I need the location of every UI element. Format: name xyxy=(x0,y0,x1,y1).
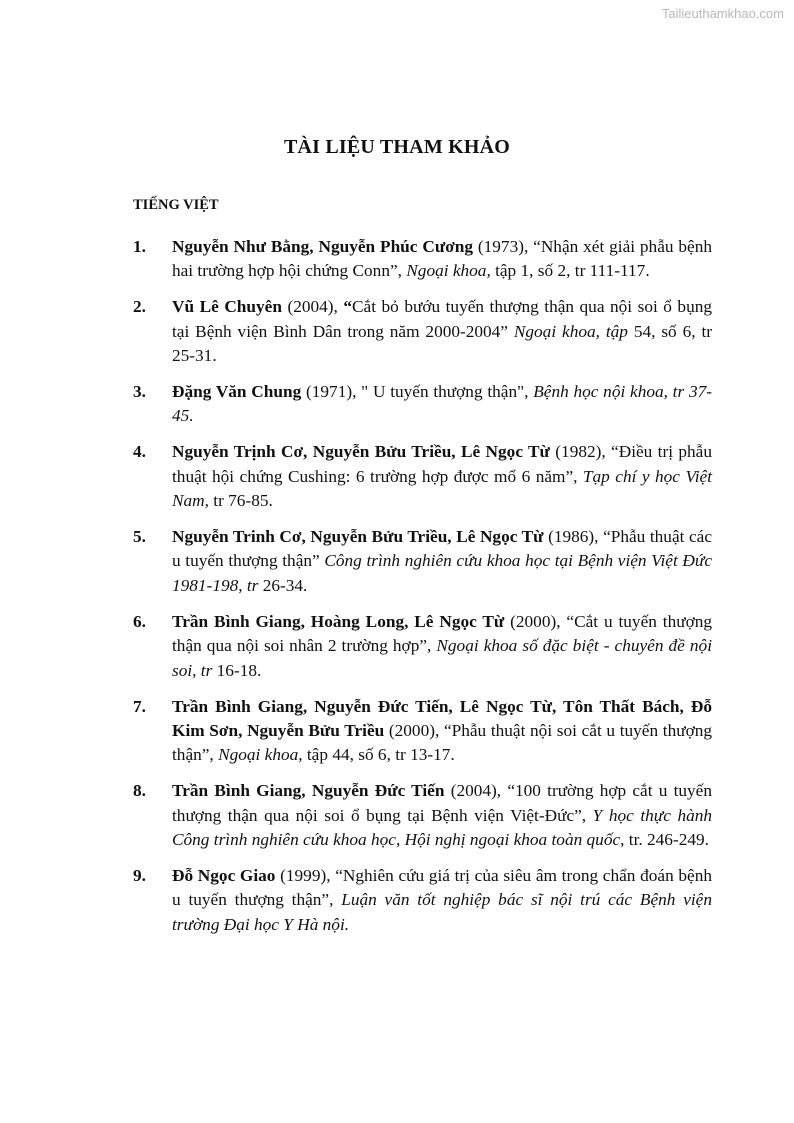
section-heading: TIẾNG VIỆT xyxy=(133,197,219,213)
reference-authors: Trần Bình Giang, Nguyễn Đức Tiến xyxy=(172,781,445,801)
reference-item xyxy=(133,695,712,768)
reference-detail: (2000), “Cắt u tuyến thượng thận qua nội soi nhân 2 trường hợp”, xyxy=(172,611,712,656)
reference-detail: (2004), xyxy=(281,297,344,317)
reference-authors: Nguyễn Trinh Cơ, Nguyễn Bửu Triều, Lê Ngọc Từ xyxy=(172,527,544,547)
reference-text xyxy=(172,440,712,513)
reference-detail: (1986), “Phẫu thuật các u tuyến thượng thận” xyxy=(172,527,712,571)
reference-authors: Vũ Lê Chuyên xyxy=(172,297,282,317)
reference-source: Luận văn tốt nghiệp bác sĩ nội trú các Bệnh viện trường Đại học Y Hà nội. xyxy=(172,890,712,934)
reference-text xyxy=(172,380,712,429)
reference-item xyxy=(133,525,712,598)
reference-authors: Trần Bình Giang, Hoàng Long, Lê Ngọc Từ xyxy=(172,611,505,631)
reference-item xyxy=(133,864,712,937)
reference-text xyxy=(172,695,712,768)
reference-detail: (1971), " U tuyến thượng thận", xyxy=(301,382,534,402)
reference-authors: Nguyễn Trịnh Cơ, Nguyễn Bửu Triều, Lê Ngọc Từ xyxy=(172,442,550,462)
reference-number: 1. xyxy=(133,237,146,256)
reference-detail: 16-18. xyxy=(212,660,262,680)
reference-text xyxy=(172,525,712,598)
reference-detail: tr. 246-249. xyxy=(624,830,709,850)
reference-text xyxy=(172,864,712,937)
reference-number: 8. xyxy=(133,781,146,801)
reference-source: Ngoại khoa, tập xyxy=(513,321,628,341)
reference-source: Ngoại khoa, xyxy=(218,745,303,765)
page-title: TÀI LIỆU THAM KHẢO xyxy=(283,136,511,158)
reference-source: Tạp chí y học Việt Nam, xyxy=(172,466,712,511)
reference-number: 2. xyxy=(133,297,146,317)
reference-text xyxy=(172,295,712,368)
reference-item xyxy=(133,610,712,683)
reference-item xyxy=(133,235,712,284)
reference-detail: Cắt bỏ bướu tuyến thượng thận qua nội soi ổ bụng tại Bệnh viện Bình Dân trong năm 2000-2004” xyxy=(172,297,712,341)
reference-text xyxy=(172,235,712,284)
reference-source: Bệnh học nội khoa, tr 37-45. xyxy=(172,382,713,426)
reference-detail: tập 1, số 2, tr 111-117. xyxy=(490,261,650,281)
reference-number: 7. xyxy=(133,696,146,716)
reference-detail: (2000), “Phẫu thuật nội soi cắt u tuyến thượng thận”, xyxy=(172,720,712,765)
reference-item xyxy=(133,779,712,852)
reference-item xyxy=(133,440,712,513)
reference-text xyxy=(172,610,712,683)
reference-detail: 26-34. xyxy=(258,575,308,595)
reference-detail: (1973), “Nhận xét giải phẫu bệnh hai trường hợp hội chứng Conn”, xyxy=(172,237,712,281)
watermark: Tailieuthamkhao.com xyxy=(661,6,784,21)
reference-detail: (1999), “Nghiên cứu giá trị của siêu âm trong chẩn đoán bệnh u tuyến thượng thận”, xyxy=(172,865,712,910)
reference-detail: tr 76-85. xyxy=(208,491,273,511)
reference-number: 6. xyxy=(133,611,146,631)
reference-authors: Nguyễn Như Bằng, Nguyễn Phúc Cương xyxy=(172,237,474,256)
reference-number: 5. xyxy=(133,527,146,547)
reference-authors: Trần Bình Giang, Nguyễn Đức Tiến, Lê Ngọc Từ, Tôn Thất Bách, Đỗ Kim Sơn, Nguyễn Bửu Triều xyxy=(172,696,712,740)
reference-source: Công trình nghiên cứu khoa học tại Bệnh viện Việt Đức 1981-198, tr xyxy=(172,551,712,595)
reference-source: Ngoại khoa số đặc biệt - chuyên đề nội soi, tr xyxy=(172,636,712,680)
reference-authors: Đặng Văn Chung xyxy=(172,382,302,402)
reference-detail: tập 44, số 6, tr 13-17. xyxy=(302,745,455,765)
reference-item xyxy=(133,380,712,429)
reference-item xyxy=(133,295,712,368)
reference-source: Y học thực hành Công trình nghiên cứu khoa học, Hội nghị ngoại khoa toàn quốc, xyxy=(172,805,713,850)
reference-text xyxy=(172,779,712,852)
reference-detail: (1982), “Điều trị phẫu thuật hội chứng Cushing: 6 trường hợp được mổ 6 năm”, xyxy=(172,442,712,486)
reference-authors: Đỗ Ngọc Giao xyxy=(172,865,276,885)
reference-number: 3. xyxy=(133,382,146,402)
reference-source: Ngoại khoa, xyxy=(406,261,491,281)
reference-number: 4. xyxy=(133,442,146,462)
reference-authors: “ xyxy=(343,297,353,317)
reference-number: 9. xyxy=(133,865,146,885)
reference-detail: (2004), “100 trường hợp cắt u tuyến thượng thận qua nội soi ổ bụng tại Bệnh viện Việt-Đức”, xyxy=(172,781,712,825)
reference-detail: 54, số 6, tr 25-31. xyxy=(172,321,712,366)
reference-list xyxy=(133,235,712,949)
